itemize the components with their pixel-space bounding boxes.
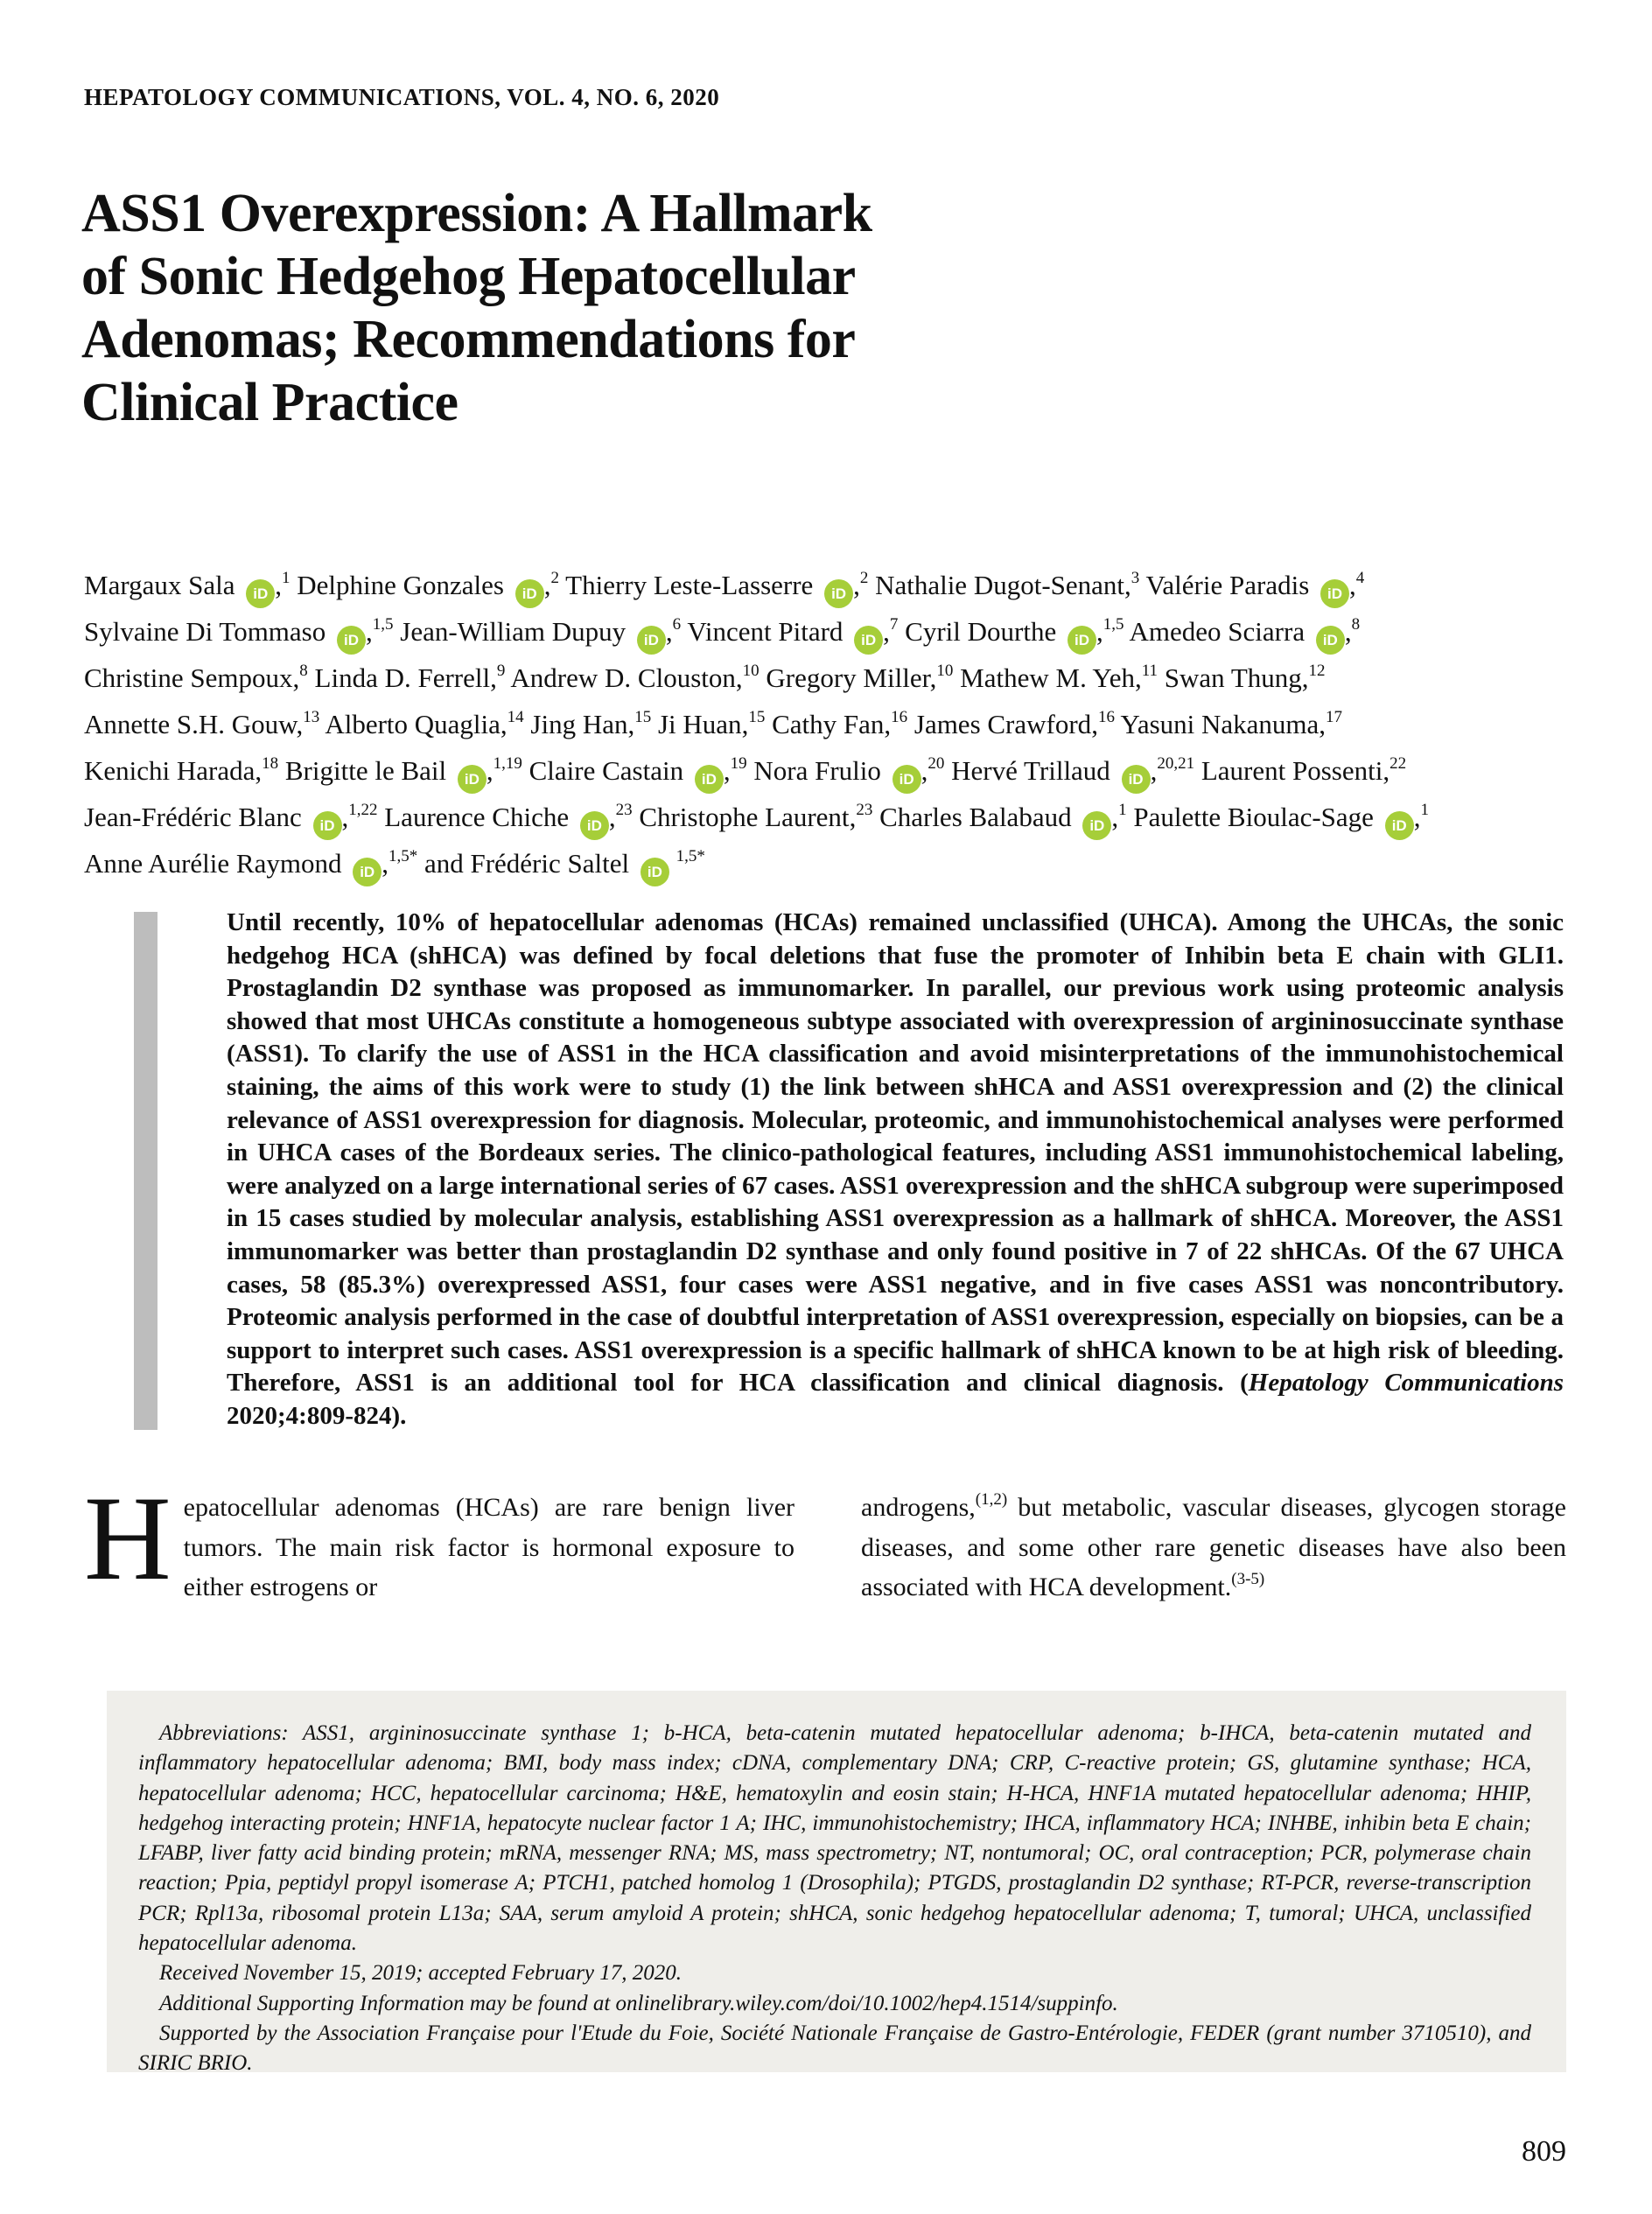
author: Jing Han,$^{15}$ — [530, 707, 652, 739]
journal-header: HEPATOLOGY COMMUNICATIONS, VOL. 4, NO. 6, 2020 — [84, 84, 720, 110]
body-left-text: epatocellular adenomas (HCAs) are rare benign liver tumors. The main risk factor is hormonal exposure to either estrogens or — [183, 1493, 794, 1601]
author: Sylvaine Di Tommaso iD ,$^{1,5}$ — [84, 616, 394, 647]
orcid-icon[interactable]: iD — [1320, 579, 1349, 608]
author: Charles Balabaud iD ,$^1$ — [879, 802, 1127, 832]
author-affiliation-superscript: 15 — [748, 707, 766, 726]
author: Kenichi Harada,$^{18}$ — [84, 753, 279, 786]
author-affiliation-superscript: 18 — [262, 753, 279, 773]
author: Hervé Trillaud iD ,$^{20,21}$ — [951, 755, 1194, 786]
abbreviations-note: Abbreviations: ASS1, argininosuccinate synthase 1; b-HCA, beta-catenin mutated hepatocellular adenoma; b-IHCA, beta-catenin mutated and inflammatory hepatocellular adenoma; BMI, body mass index; cDNA, complementary DNA; CRP, C-reactive protein; GS, glutamine synthase; HCA, hepatocellular adenoma; HCC, hepatocellular carcinoma; H&E, hematoxylin and eosin stain; H-HCA, HNF1A mutated hepatocellular adenoma; HHIP, hedgehog interacting protein; HNF1A, hepatocyte nuclear factor 1 A; IHC, immunohistochemistry; IHCA, inflammatory HCA; INHBE, inhibin beta E chain; LFABP, liver fatty acid binding protein; mRNA, messenger RNA; MS, mass spectrometry; NT, nontumoral; OC, oral contraception; PCR, polymerase chain reaction; Ppia, peptidyl propyl isomerase A; PTCH1, patched homolog 1 (Drosophila); PTGDS, prostaglandin D2 synthase; RT-PCR, reverse-transcription PCR; Rpl13a, ribosomal protein L13a; SAA, serum amyloid A protein; shHCA, sonic hedgehog hepatocellular adenoma; T, tumoral; UHCA, unclassified hepatocellular adenoma. — [138, 1721, 1531, 1956]
author-affiliation-superscript: 8 — [1351, 614, 1361, 634]
orcid-icon[interactable]: iD — [854, 626, 883, 655]
orcid-icon[interactable]: iD — [337, 626, 366, 655]
author-affiliation-superscript: 17 — [1326, 707, 1343, 726]
author: Vincent Pitard iD ,$^7$ — [687, 616, 898, 647]
abstract-body: Until recently, 10% of hepatocellular adenomas (HCAs) remained unclassified (UHCA). Among the UHCAs, the sonic hedgehog HCA (shHCA) was defined by focal deletions that fuse the promoter of Inhibin beta E chain with GLI1. Prostaglandin D2 synthase was proposed as immunomarker. In parallel, our previous work using proteomic analysis showed that most UHCAs constitute a homogeneous subtype associated with overexpression of argininosuccinate synthase (ASS1). To clarify the use of ASS1 in the HCA classification and avoid misinterpretations of the immunohistochemical staining, the aims of this work were to study (1) the link between shHCA and ASS1 overexpression and (2) the clinical relevance of ASS1 overexpression for diagnosis. Molecular, proteomic, and immunohistochemical analyses were performed in UHCA cases of the Bordeaux series. The clinico-pathological features, including ASS1 immunohistochemical labeling, were analyzed on a large international series of 67 cases. ASS1 overexpression and the shHCA subgroup were superimposed in 15 cases studied by molecular analysis, establishing ASS1 overexpression as a hallmark of shHCA. Moreover, the ASS1 immunomarker was better than prostaglandin D2 synthase and only found positive in 7 of 22 shHCAs. Of the 67 UHCA cases, 58 (85.3%) overexpressed ASS1, four cases were ASS1 negative, and in five cases ASS1 was noncontributory. Proteomic analysis performed in the case of doubtful interpretation of ASS1 overexpression, especially on biopsies, can be a support to interpret such cases. ASS1 overexpression is a specific hallmark of shHCA known to be at high risk of bleeding. Therefore, ASS1 is an additional tool for HCA classification and clinical diagnosis. ( — [227, 908, 1564, 1398]
author-affiliation-superscript: 3 — [1130, 568, 1140, 587]
author-affiliation-superscript: 13 — [303, 707, 320, 726]
author-affiliation-superscript: 6 — [672, 614, 682, 634]
orcid-icon[interactable]: iD — [824, 579, 853, 608]
author: Annette S.H. Gouw,$^{13}$ — [84, 707, 320, 739]
author: Cathy Fan,$^{16}$ — [772, 707, 908, 739]
body-right-column: androgens,$^{(1,2)}$ but metabolic, vascular diseases, glycogen storage diseases, and some other rare genetic diseases have also been associated with HCA development.$^{(3-5)}$ — [861, 1490, 1566, 1601]
author: Alberto Quaglia,$^{14}$ — [325, 707, 524, 739]
author-affiliation-superscript: 15 — [634, 707, 652, 726]
author-affiliation-superscript: 12 — [1308, 661, 1326, 680]
author-affiliation-superscript: 23 — [615, 800, 633, 819]
author: James Crawford,$^{16}$ — [914, 707, 1115, 739]
author: Amedeo Sciarra iD ,$^8$ — [1130, 616, 1361, 647]
author: Laurence Chiche iD ,$^{23}$ — [384, 802, 632, 832]
author: Claire Castain iD ,$^{19}$ — [529, 755, 747, 786]
author-affiliation-superscript: 1,5 — [372, 614, 394, 634]
orcid-icon[interactable]: iD — [1082, 811, 1111, 840]
author-affiliation-superscript: 2 — [550, 568, 559, 587]
orcid-icon[interactable]: iD — [1122, 765, 1151, 794]
author-affiliation-superscript: 14 — [507, 707, 524, 726]
author: Laurent Possenti,$^{22}$ — [1200, 753, 1407, 786]
article-title-line: of Sonic Hedgehog Hepatocellular — [81, 247, 856, 306]
author-affiliation-superscript: 9 — [496, 661, 506, 680]
author: Margaux Sala iD ,$^1$ — [84, 570, 290, 600]
author: Valérie Paradis iD ,$^4$ — [1145, 570, 1364, 600]
author: Andrew D. Clouston,$^{10}$ — [510, 661, 760, 693]
author: Linda D. Ferrell,$^9$ — [314, 661, 506, 693]
article-title-line: Clinical Practice — [81, 373, 458, 432]
footnote-block — [107, 1691, 1566, 2076]
author-affiliation-superscript: 1 — [1118, 800, 1127, 819]
author-affiliation-superscript: 23 — [856, 800, 873, 819]
author-affiliation-superscript: 16 — [891, 707, 908, 726]
author: Delphine Gonzales iD ,$^2$ — [297, 570, 559, 600]
abstract-accent-bar — [134, 912, 158, 1430]
author-affiliation-superscript: 1,5* — [388, 846, 418, 865]
orcid-icon[interactable]: iD — [458, 765, 486, 794]
reference-superscript: (1,2) — [975, 1490, 1008, 1509]
author-affiliation-superscript: 20,21 — [1157, 753, 1195, 773]
author-affiliation-superscript: 7 — [889, 614, 899, 634]
supporting-info-note: Additional Supporting Information may be found at onlinelibrary.wiley.com/doi/10.1002/hep4.1514/suppinfo. — [159, 1991, 1118, 2015]
abstract-citation-tail: 2020;4:809-824). — [227, 1401, 407, 1430]
author: Nathalie Dugot-Senant,$^3$ — [875, 568, 1140, 600]
author-affiliation-superscript: 19 — [730, 753, 747, 773]
orcid-icon[interactable]: iD — [695, 765, 724, 794]
article-title — [81, 182, 1586, 434]
orcid-icon[interactable]: iD — [353, 858, 382, 886]
abstract-journal-citation: Hepatology Communications — [1248, 1369, 1564, 1398]
orcid-icon[interactable]: iD — [313, 811, 342, 840]
funding-note: Supported by the Association Française pour l'Etude du Foie, Société Nationale Française de Gastro-Entérologie, FEDER (grant number 3710510), and SIRIC BRIO. — [138, 2021, 1531, 2076]
orcid-icon[interactable]: iD — [1068, 626, 1096, 655]
author: and Frédéric Saltel iD $^{1,5*}$ — [424, 848, 705, 879]
author-affiliation-superscript: 1,5* — [676, 846, 705, 865]
article-title-line: ASS1 Overexpression: A Hallmark — [81, 184, 872, 243]
author-affiliation-superscript: 10 — [936, 661, 954, 680]
author: Yasuni Nakanuma,$^{17}$ — [1120, 707, 1343, 739]
article-title-line: Adenomas; Recommendations for — [81, 310, 856, 369]
received-note: Received November 15, 2019; accepted February 17, 2020. — [159, 1961, 682, 1986]
author-affiliation-superscript: 1,5 — [1102, 614, 1124, 634]
author: Paulette Bioulac-Sage iD ,$^1$ — [1133, 802, 1429, 832]
author-affiliation-superscript: 4 — [1355, 568, 1365, 587]
author: Swan Thung,$^{12}$ — [1164, 661, 1326, 693]
orcid-icon[interactable]: iD — [637, 626, 666, 655]
author-affiliation-superscript: 2 — [859, 568, 869, 587]
author-affiliation-superscript: 20 — [928, 753, 945, 773]
page-number: 809 — [1522, 2135, 1566, 2168]
author: Thierry Leste-Lasserre iD ,$^2$ — [565, 570, 868, 600]
orcid-icon[interactable]: iD — [640, 858, 669, 886]
author-affiliation-superscript: 22 — [1390, 753, 1407, 773]
orcid-icon[interactable]: iD — [892, 765, 921, 794]
author: Anne Aurélie Raymond iD ,$^{1,5*}$ — [84, 848, 417, 879]
reference-superscript: (3-5) — [1231, 1570, 1265, 1588]
author-affiliation-superscript: 1,22 — [348, 800, 378, 819]
author-affiliation-superscript: 16 — [1097, 707, 1115, 726]
orcid-icon[interactable]: iD — [515, 579, 544, 608]
author-affiliation-superscript: 10 — [742, 661, 760, 680]
author: Nora Frulio iD ,$^{20}$ — [753, 755, 944, 786]
author-affiliation-superscript: 8 — [299, 661, 308, 680]
abstract-text — [227, 907, 1564, 1433]
author-list — [84, 562, 1580, 886]
author: Christophe Laurent,$^{23}$ — [639, 800, 873, 832]
author: Jean-Frédéric Blanc iD ,$^{1,22}$ — [84, 802, 378, 832]
author: Cyril Dourthe iD ,$^{1,5}$ — [905, 616, 1124, 647]
author: Brigitte le Bail iD ,$^{1,19}$ — [285, 755, 522, 786]
author-affiliation-superscript: 1,19 — [493, 753, 522, 773]
author: Christine Sempoux,$^8$ — [84, 661, 308, 693]
author: Jean-William Dupuy iD ,$^6$ — [400, 616, 681, 647]
author-affiliation-superscript: 1 — [1420, 800, 1429, 819]
body-left-column — [84, 1471, 794, 1608]
orcid-icon[interactable]: iD — [580, 811, 609, 840]
dropcap: H — [84, 1471, 172, 1605]
orcid-icon[interactable]: iD — [1316, 626, 1345, 655]
author: Mathew M. Yeh,$^{11}$ — [960, 661, 1158, 693]
author: Gregory Miller,$^{10}$ — [766, 661, 954, 693]
author-affiliation-superscript: 11 — [1141, 661, 1158, 680]
author: Ji Huan,$^{15}$ — [657, 707, 766, 739]
author-affiliation-superscript: 1 — [281, 568, 290, 587]
orcid-icon[interactable]: iD — [246, 579, 275, 608]
orcid-icon[interactable]: iD — [1385, 811, 1414, 840]
